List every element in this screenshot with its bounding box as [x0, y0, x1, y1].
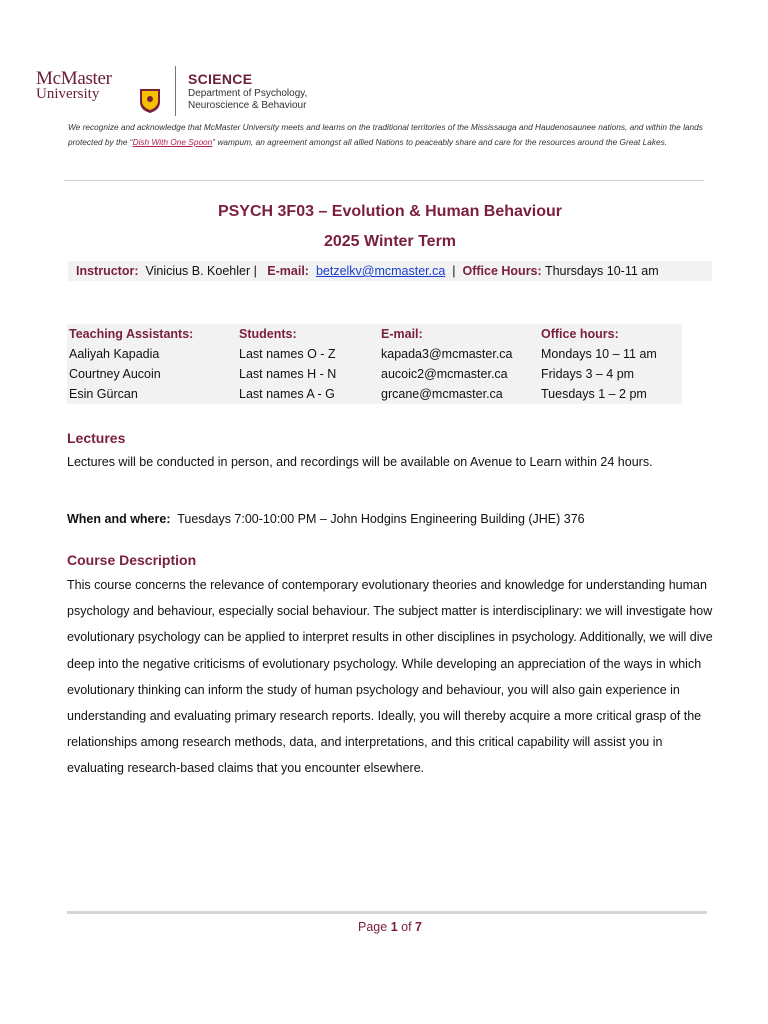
term-title: 2025 Winter Term [323, 233, 457, 250]
email-label: E-mail: [267, 264, 309, 278]
office-hours-label: Office Hours: [462, 264, 542, 278]
page-footer [0, 920, 768, 934]
course-description-heading: Course Description [67, 552, 197, 568]
dish-with-one-spoon-link[interactable]: Dish With One Spoon [132, 137, 213, 147]
ta-email: aucoic2@mcmaster.ca [381, 367, 508, 381]
ta-header-cell: Students: [239, 327, 297, 341]
logo-dept-line1: Department of Psychology, [188, 88, 308, 99]
logo-mcmaster-text: McMaster [36, 68, 112, 89]
footer-divider [67, 911, 707, 914]
ta-students: Last names H - N [239, 367, 337, 381]
land-acknowledgement [68, 120, 713, 150]
page-total: 7 [415, 920, 422, 934]
ta-table-header-row [67, 324, 682, 344]
ta-name: Courtney Aucoin [69, 367, 161, 381]
separator: | [253, 264, 257, 278]
ta-students: Last names O - Z [239, 347, 336, 361]
ta-header-cell: E-mail: [381, 327, 423, 341]
table-row [67, 384, 682, 404]
ta-students: Last names A - G [239, 387, 335, 401]
table-row [67, 344, 682, 364]
page-word: Page [358, 920, 388, 934]
instructor-name: Vinicius B. Koehler [145, 264, 251, 278]
ack-text-after: ” wampum, an agreement amongst all allied Nations to peaceably share and care for the resources around the Great Lakes. [212, 137, 668, 147]
table-row [67, 364, 682, 384]
course-title: PSYCH 3F03 – Evolution & Human Behaviour [217, 203, 563, 220]
logo-dept-line2: Neuroscience & Behaviour [188, 100, 307, 111]
ta-table [67, 324, 682, 404]
ta-name: Aaliyah Kapadia [69, 347, 160, 361]
header-divider [64, 180, 704, 181]
of-word: of [401, 920, 412, 934]
ta-header-cell: Teaching Assistants: [69, 327, 194, 341]
ta-office-hours: Tuesdays 1 – 2 pm [541, 387, 647, 401]
ta-office-hours: Fridays 3 – 4 pm [541, 367, 635, 381]
ta-office-hours: Mondays 10 – 11 am [541, 347, 657, 361]
course-description-text: This course concerns the relevance of contemporary evolutionary theories and knowledge for understanding human psychology and behaviour, especially social behaviour. The subject matter is interdisciplinary: we will investigate how evolutionary psychology can be applied to interpret results in other disciplines in psychology. Additionally, we will dive deep into the negative criticisms of evolutionary psychology. While developing an appreciation of the ways in which evolutionary thinking can inform the study of human psychology and behaviour, you will also gain experience in understanding and evaluating primary research reports. Ideally, you will thereby acquire a more critical grasp of the relationships among research methods, data, and interpretations, and this critical capability will assist you in evaluating research-based claims that you encounter elsewhere. [67, 578, 713, 776]
logo-university-text: University [36, 86, 100, 102]
instructor-label: Instructor: [76, 264, 139, 278]
lectures-heading: Lectures [67, 430, 126, 446]
mcmaster-science-logo [36, 66, 308, 118]
page-number: 1 [390, 920, 398, 934]
lectures-text: Lectures will be conducted in person, and recordings will be available on Avenue to Learn within 24 hours. [67, 455, 653, 469]
office-hours-value: Thursdays 10-11 am [544, 264, 659, 278]
ack-text-before: We recognize and acknowledge that McMaster University meets and learns on the traditional territories of the Mississauga and Haudenosaunee nations, and within the lands protected by the “ [68, 122, 703, 147]
when-label: When and where: [67, 512, 171, 526]
instructor-bar [68, 261, 712, 281]
when-and-where [67, 512, 717, 526]
logo-department-text [188, 88, 318, 112]
instructor-email-link[interactable]: betzelkv@mcmaster.ca [315, 264, 446, 278]
separator: | [452, 264, 456, 278]
logo-science-text: SCIENCE [188, 71, 253, 87]
logo-divider [175, 66, 176, 116]
ta-header-cell: Office hours: [541, 327, 619, 341]
ta-email: grcane@mcmaster.ca [381, 387, 503, 401]
ta-name: Esin Gürcan [69, 387, 138, 401]
ta-email: kapada3@mcmaster.ca [381, 347, 513, 361]
crest-icon [139, 88, 161, 114]
when-value: Tuesdays 7:00-10:00 PM – John Hodgins Engineering Building (JHE) 376 [177, 512, 585, 526]
